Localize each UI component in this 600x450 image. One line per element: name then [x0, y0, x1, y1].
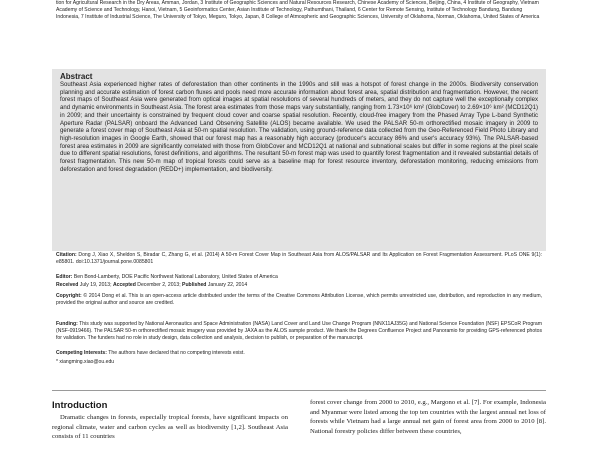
- dates: [56, 282, 542, 289]
- competing-interests: [56, 350, 542, 357]
- corresponding-email[interactable]: * xiangming.xiao@ou.edu: [56, 359, 115, 365]
- competing-label: Competing Interests:: [56, 350, 107, 356]
- citation-label: Citation:: [56, 252, 77, 258]
- editor-text: Ben Bond-Lamberty, DOE Pacific Northwest National Laboratory, United States of America: [73, 274, 278, 280]
- accepted-label: Accepted: [112, 282, 136, 288]
- funding-label: Funding:: [56, 321, 78, 327]
- published-label: Published: [182, 282, 207, 288]
- abstract-text: Southeast Asia experienced higher rates of deforestation than other continents in the 1990s and still was a hotspot of forest change in the 2000s. Biodiversity conservation planning and accurate estimation of forest carbon fluxes and pools need more accurate information about forest area, spatial distribution and fragmentation. However, the recent forest maps of Southeast Asia were generated from optical images at spatial resolutions of several hundreds of meters, and they do not capture well the exceptionally complex and dynamic environments in Southeast Asia. The forest area estimates from those maps vary substantially, ranging from 1.73×10⁶ km² (GlobCover) to 2.69×10⁶ km² (MCD12Q1) in 2009; and their uncertainty is constrained by frequent cloud cover and coarse spatial resolution. Recently, cloud-free imagery from the Phased Array Type L-band Synthetic Aperture Radar (PALSAR) onboard the Advanced Land Observing Satellite (ALOS) became available. We used the PALSAR 50-m orthorectified mosaic imagery in 2009 to generate a forest cover map of Southeast Asia at 50-m spatial resolution. The validation, using ground-reference data collected from the Geo-Referenced Field Photo Library and high-resolution images in Google Earth, showed that our forest map has a reasonably high accuracy (producer's accuracy 86% and user's accuracy 93%). The PALSAR-based forest area estimates in 2009 are significantly correlated with those from GlobCover and MCD12Q1 at national and subnational scales but differ in some regions at the pixel scale due to different spatial resolutions, forest definitions, and algorithms. The resultant 50-m forest map was used to quantify forest fragmentation and it revealed substantial details of forest fragmentation. This new 50-m map of tropical forests could serve as a baseline map for forest resource inventory, deforestation monitoring, reducing emissions from deforestation and forest degradation (REDD+) implementation, and biodiversity.: [60, 82, 538, 173]
- received-date: July 19, 2013;: [79, 282, 112, 288]
- affiliations: tion for Agricultural Research in the Dry Areas, Amman, Jordan, 3 Institute of Geographic Sciences and Natural Resources Research, Chinese Academy of Sciences, Beijing, China, 4 Institute of Geography, Vietnam Academy of Science and Technology, Hanoi, Vietnam, 5 Geoinformatics Center, Asian Institute of Technology, Pathumthani, Thailand, 6 Center for Remote Sensing, Institute of Technology Bandung, Bandung Indonesia, 7 Institute of Industrial Science, The University of Tokyo, Meguro, Tokyo, Japan, 8 College of Atmospheric and Geographic Sciences, University of Oklahoma, Norman, Oklahoma, United States of America: [56, 0, 540, 21]
- copyright-label: Copyright:: [56, 293, 82, 299]
- competing-text: The authors have declared that no competing interests exist.: [108, 350, 245, 356]
- editor-label: Editor:: [56, 274, 73, 280]
- accepted-date: December 2, 2013;: [137, 282, 181, 288]
- funding-text: This study was supported by National Aeronautics and Space Administration (NASA) Land Cover and Land Use Change Program (NNX11AJ35G) and National Science Foundation (NSF) EPSCoR Program (NSF-0919466). The PALSAR 50-m orthorectified mosaic imagery was provided by JAXA as the ALOS sample product. We thank the Degrees Confluence Project and Panoramio for providing GPS-referenced photos for validation. The funders had no role in study design, data collection and analysis, decision to publish, or preparation of the manuscript.: [56, 321, 542, 342]
- published-date: January 22, 2014: [207, 282, 248, 288]
- section-divider: [52, 390, 546, 391]
- abstract-box: [52, 69, 546, 251]
- introduction-heading: Introduction: [52, 400, 108, 411]
- abstract-title: Abstract: [60, 72, 93, 81]
- intro-right-column: forest cover change from 2000 to 2010, e.g., Margono et al. [7]. For example, Indonesia and Myanmar were listed among the top ten countries with the largest annual net loss of forests while Vietnam had a large annual net gain of forest area from 2000 to 2010 [8]. National forestry policies differ between these countries,: [310, 399, 546, 435]
- editor: [56, 274, 542, 281]
- intro-left-column: Dramatic changes in forests, especially tropical forests, have significant impacts on regional climate, water and carbon cycles as well as biodiversity [1,2]. Southeast Asia consists of 11 countries: [52, 414, 288, 441]
- funding: [56, 321, 542, 342]
- copyright-text: © 2014 Dong et al. This is an open-access article distributed under the terms of the Creative Commons Attribution License, which permits unrestricted use, distribution, and reproduction in any medium, provided the original author and source are credited.: [56, 293, 542, 307]
- citation: [56, 252, 542, 266]
- received-label: Received: [56, 282, 79, 288]
- citation-text: Dong J, Xiao X, Sheldon S, Biradar C, Zhang G, et al. (2014) A 50-m Forest Cover Map in Southeast Asia from ALOS/PALSAR and Its Application on Forest Fragmentation Assessment. PLoS ONE 9(1): e85801. doi:10.1371/journal.pone.0085801: [56, 252, 542, 266]
- copyright: [56, 293, 542, 307]
